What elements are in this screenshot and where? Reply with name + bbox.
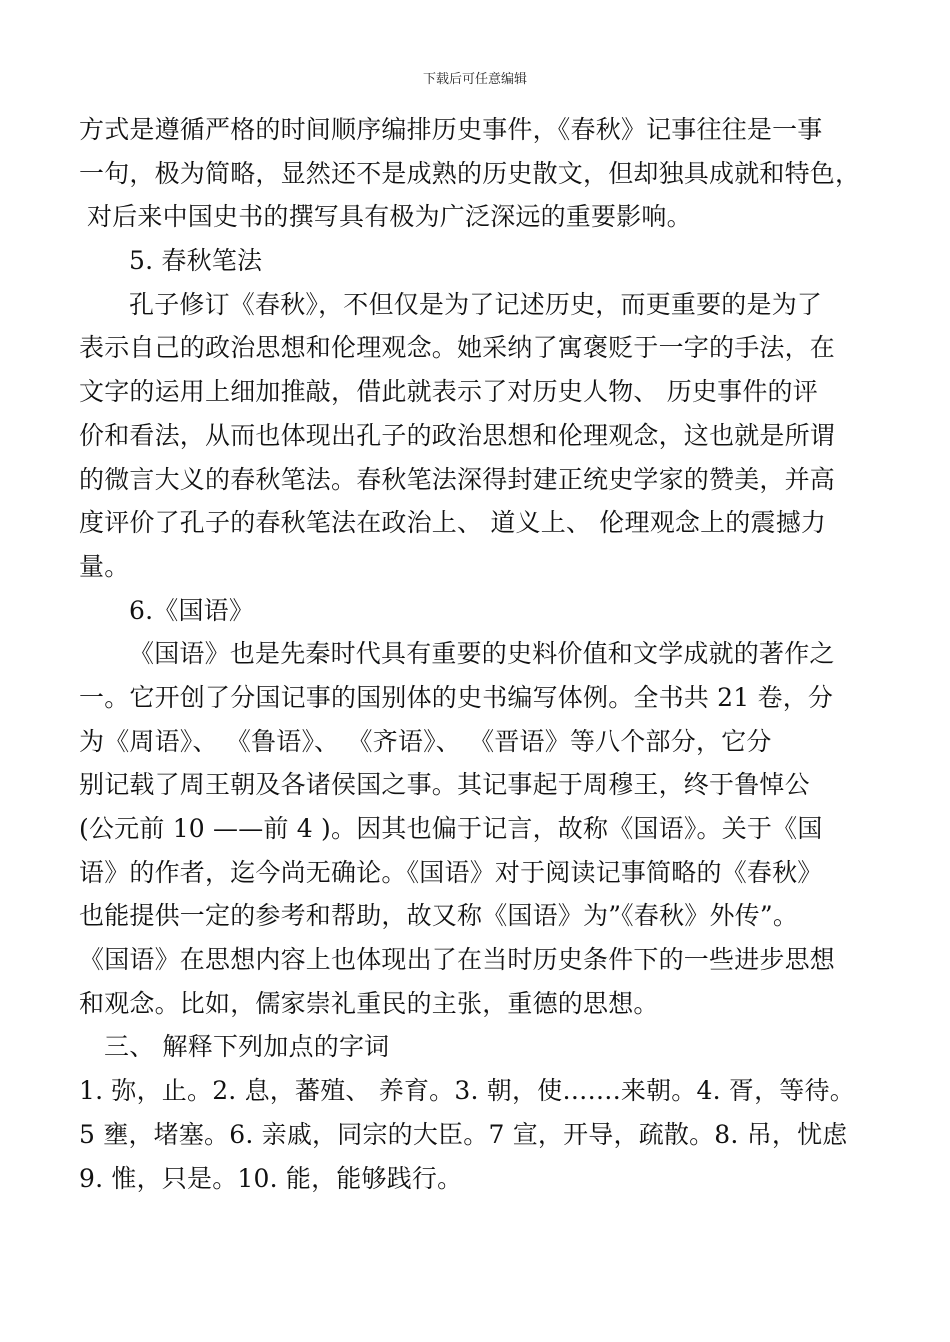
text-line: (公元前 10 ——前 4 )。因其也偏于记言，故称《国语》。关于《国	[79, 814, 823, 843]
text-line: 《国语》也是先秦时代具有重要的史料价值和文学成就的著作之	[129, 639, 835, 669]
text-line: 价和看法，从而也体现出孔子的政治思想和伦理观念，这也就是所谓	[79, 420, 836, 450]
text-line: 别记载了周王朝及各诸侯国之事。其记事起于周穆王，终于鲁悼公	[79, 770, 810, 800]
text-line: 对后来中国史书的撰写具有极为广泛深远的重要影响。	[87, 202, 692, 232]
text-line: 为《周语》、 《鲁语》、 《齐语》、 《晋语》等八个部分，它分	[79, 726, 772, 756]
section-heading: 5. 春秋笔法	[129, 246, 263, 276]
text-line: 的微言大义的春秋笔法。春秋笔法深得封建正统史学家的赞美，并高	[79, 464, 836, 494]
section-heading: 三、 解释下列加点的字词	[104, 1032, 390, 1062]
text-line: 一。它开创了分国记事的国别体的史书编写体例。全书共 21 卷，分	[79, 682, 834, 712]
text-line: 也能提供一定的参考和帮助，故又称《国语》为”《春秋》外传”。	[79, 901, 799, 931]
section-heading: 6.《国语》	[129, 595, 255, 625]
text-line: 度评价了孔子的春秋笔法在政治上、 道义上、 伦理观念上的震撼力	[79, 508, 827, 538]
text-line: 和观念。比如，儒家崇礼重民的主张，重德的思想。	[79, 988, 659, 1018]
text-line: 《国语》在思想内容上也体现出了在当时历史条件下的一些进步思想	[79, 945, 836, 975]
text-line: 1. 弥，止。2. 息，蕃殖、 养育。3. 朝，使…….来朝。4. 胥，等待。	[79, 1076, 855, 1106]
page-header: 下载后可任意编辑	[422, 72, 527, 87]
text-line: 量。	[79, 551, 130, 581]
text-line: 方式是遵循严格的时间顺序编排历史事件，《春秋》记事往往是一事	[79, 115, 823, 144]
text-line: 表示自己的政治思想和伦理观念。她采纳了寓褒贬于一字的手法，在	[79, 333, 836, 363]
document-body	[79, 108, 899, 1200]
text-line: 一句，极为简略，显然还不是成熟的历史散文，但却独具成就和特色，	[79, 158, 861, 188]
text-line: 5 壅，堵塞。6. 亲戚，同宗的大臣。7 宣，开导，疏散。8. 吊，忧虑	[79, 1119, 848, 1149]
text-line: 孔子修订《春秋》，不但仅是为了记述历史，而更重要的是为了	[129, 289, 823, 319]
text-line: 9. 惟，只是。10. 能，能够践行。	[79, 1163, 463, 1193]
text-line: 语》的作者，迄今尚无确论。《国语》对于阅读记事简略的《春秋》	[79, 857, 823, 887]
text-line: 文字的运用上细加推敲，借此就表示了对历史人物、 历史事件的评	[79, 377, 818, 407]
